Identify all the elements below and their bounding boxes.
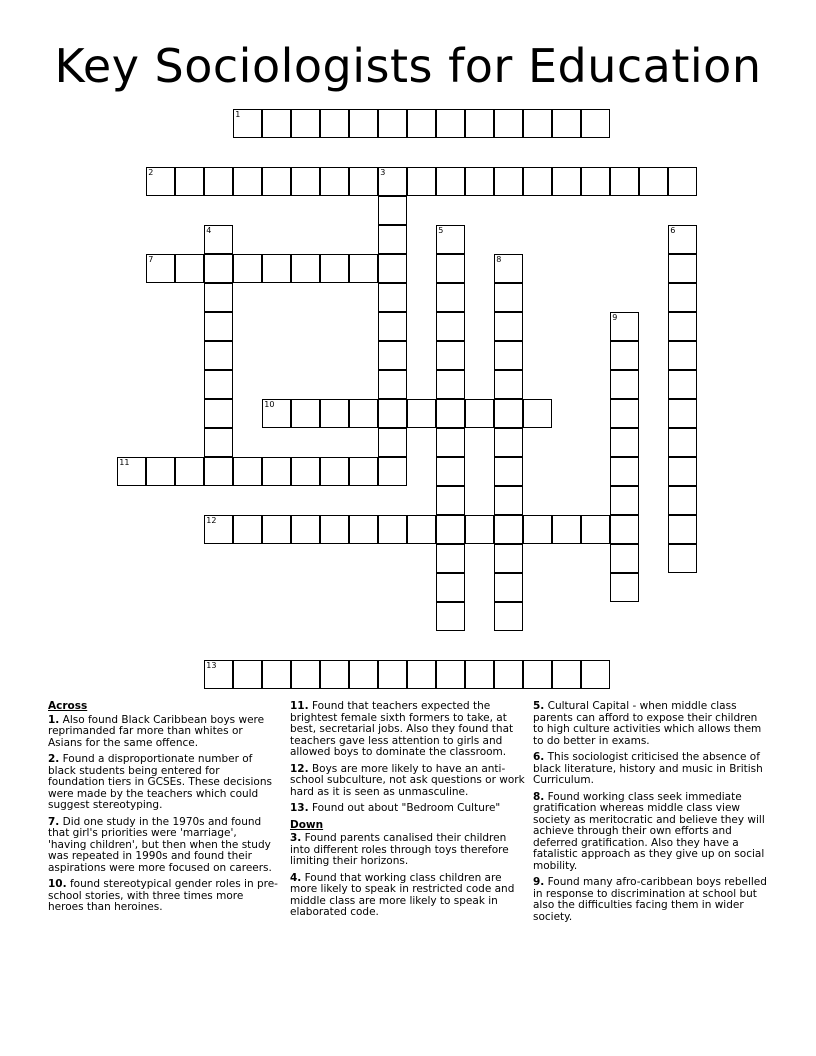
grid-cell[interactable] [233,254,262,283]
grid-cell[interactable] [262,399,291,428]
grid-cell[interactable] [291,399,320,428]
grid-cell[interactable] [146,254,175,283]
clue-item [48,754,278,812]
grid-cell[interactable] [378,428,407,457]
grid-cell[interactable] [494,399,523,428]
grid-cell[interactable] [668,457,697,486]
clue-item-text: found stereotypical gender roles in pre-school stories, with three times more heroes than heroines. [48,878,278,913]
clue-number: 6 [670,226,676,236]
clue-item-text: Found that working class children are more likely to speak in restricted code and middle class are more likely to speak in elaborated code. [290,871,515,918]
grid-cell[interactable] [378,660,407,689]
clue-item [48,879,278,914]
grid-cell[interactable] [436,486,465,515]
grid-cell[interactable] [378,167,407,196]
grid-cell[interactable] [610,341,639,370]
clue-number: 7 [148,255,154,265]
grid-cell[interactable] [378,370,407,399]
grid-cell[interactable] [494,457,523,486]
clue-item-text: Found many afro-caribbean boys rebelled in response to discrimination at school but also the difficulties facing them in wider society. [533,876,767,923]
grid-cell[interactable] [378,399,407,428]
grid-cell[interactable] [494,602,523,631]
grid-cell[interactable] [610,457,639,486]
grid-cell[interactable] [204,515,233,544]
grid-cell[interactable] [262,457,291,486]
grid-cell[interactable] [494,515,523,544]
clue-item-number: 11. [290,700,309,712]
grid-cell[interactable] [378,457,407,486]
grid-cell[interactable] [610,312,639,341]
clue-item-text: Found out about "Bedroom Culture" [311,802,501,814]
grid-cell[interactable] [320,109,349,138]
grid-cell[interactable] [436,602,465,631]
clue-column-1 [48,701,278,919]
grid-cell[interactable] [117,457,146,486]
grid-cell[interactable] [523,660,552,689]
grid-cell[interactable] [436,167,465,196]
grid-cell[interactable] [175,254,204,283]
grid-cell[interactable] [436,660,465,689]
grid-cell[interactable] [465,399,494,428]
grid-cell[interactable] [436,254,465,283]
clue-item-number: 6. [533,751,545,763]
grid-cell[interactable] [233,457,262,486]
grid-cell[interactable] [610,399,639,428]
grid-cell[interactable] [668,486,697,515]
clue-number: 9 [612,313,618,323]
grid-cell[interactable] [668,254,697,283]
clue-item [290,764,526,799]
clue-number: 12 [206,516,217,526]
grid-cell[interactable] [465,515,494,544]
clue-item [533,701,767,747]
grid-cell[interactable] [494,283,523,312]
clue-item-text: Found working class seek immediate gratification whereas middle class view society as meritocratic and believe they will achieve through their own efforts and deferred gratification. Also they have a fatalistic approach as they give up on social mobility. [533,790,765,872]
grid-cell[interactable] [581,515,610,544]
grid-cell[interactable] [523,109,552,138]
clue-column-3 [533,701,767,928]
grid-cell[interactable] [407,167,436,196]
clue-item-number: 1. [48,713,60,726]
grid-cell[interactable] [233,515,262,544]
grid-cell[interactable] [436,515,465,544]
clue-number: 11 [119,458,130,468]
clue-item-text: Did one study in the 1970s and found that girl's priorities were 'marriage', 'having children', but then when the study was repeated in 1990s and found their aspirations were more focused on careers. [48,815,272,874]
grid-cell[interactable] [204,312,233,341]
grid-cell[interactable] [349,457,378,486]
grid-cell[interactable] [668,167,697,196]
grid-cell[interactable] [436,225,465,254]
grid-cell[interactable] [291,167,320,196]
grid-cell[interactable] [175,167,204,196]
clue-item [290,873,526,919]
clue-item-number: 2. [48,753,60,765]
grid-cell[interactable] [349,660,378,689]
grid-cell[interactable] [494,341,523,370]
grid-cell[interactable] [436,428,465,457]
grid-cell[interactable] [494,573,523,602]
grid-cell[interactable] [349,254,378,283]
grid-cell[interactable] [610,544,639,573]
grid-cell[interactable] [494,312,523,341]
clue-list-col1 [48,715,278,914]
grid-cell[interactable] [291,457,320,486]
grid-cell[interactable] [291,515,320,544]
grid-cell[interactable] [436,370,465,399]
grid-cell[interactable] [668,225,697,254]
grid-cell[interactable] [204,254,233,283]
grid-cell[interactable] [262,515,291,544]
grid-cell[interactable] [262,254,291,283]
grid-cell[interactable] [581,109,610,138]
grid-cell[interactable] [668,428,697,457]
grid-cell[interactable] [204,428,233,457]
grid-cell[interactable] [494,254,523,283]
grid-cell[interactable] [146,457,175,486]
grid-cell[interactable] [668,312,697,341]
grid-cell[interactable] [349,109,378,138]
grid-cell[interactable] [552,660,581,689]
clue-item-number: 8. [533,790,545,803]
clue-item-number: 4. [290,871,302,884]
clue-item-number: 13. [290,802,309,814]
grid-cell[interactable] [378,109,407,138]
down-heading: Down [290,818,324,831]
grid-cell[interactable] [494,428,523,457]
clue-list-col3 [533,701,767,923]
grid-cell[interactable] [204,399,233,428]
clue-item-number: 3. [290,832,302,844]
grid-cell[interactable] [494,167,523,196]
clue-item-number: 12. [290,762,309,775]
grid-cell[interactable] [378,225,407,254]
clue-item-number: 7. [48,815,60,828]
grid-cell[interactable] [436,341,465,370]
grid-cell[interactable] [552,167,581,196]
grid-cell[interactable] [204,457,233,486]
grid-cell[interactable] [523,515,552,544]
clue-number: 4 [206,226,212,236]
clue-number: 13 [206,661,217,671]
grid-cell[interactable] [610,573,639,602]
grid-cell[interactable] [349,167,378,196]
grid-cell[interactable] [320,515,349,544]
clue-item-text: This sociologist criticised the absence of black literature, history and music in British Curriculum. [533,751,763,786]
across-heading: Across [48,700,88,712]
clue-item [533,877,767,923]
grid-cell[interactable] [320,167,349,196]
grid-cell[interactable] [465,660,494,689]
grid-cell[interactable] [291,254,320,283]
grid-cell[interactable] [262,660,291,689]
grid-cell[interactable] [668,370,697,399]
grid-cell[interactable] [378,515,407,544]
clue-number: 5 [438,226,444,236]
grid-cell[interactable] [262,109,291,138]
grid-cell[interactable] [204,225,233,254]
grid-cell[interactable] [668,341,697,370]
grid-cell[interactable] [552,109,581,138]
grid-cell[interactable] [349,399,378,428]
grid-cell[interactable] [378,254,407,283]
grid-cell[interactable] [668,399,697,428]
grid-cell[interactable] [494,486,523,515]
grid-cell[interactable] [262,167,291,196]
grid-cell[interactable] [610,370,639,399]
grid-cell[interactable] [494,109,523,138]
grid-cell[interactable] [494,370,523,399]
clue-item-text: Cultural Capital - when middle class parents can afford to expose their children to high culture activities which allows them to do better in exams. [533,700,762,747]
grid-cell[interactable] [610,515,639,544]
grid-cell[interactable] [204,283,233,312]
grid-cell[interactable] [233,109,262,138]
grid-cell[interactable] [291,109,320,138]
grid-cell[interactable] [610,486,639,515]
grid-cell[interactable] [610,167,639,196]
clue-item-number: 10. [48,878,67,890]
grid-cell[interactable] [407,660,436,689]
grid-cell[interactable] [494,544,523,573]
clue-item [533,792,767,873]
clue-item-text: Found parents canalised their children into different roles through toys therefore limiting their horizons. [290,832,509,867]
grid-cell[interactable] [552,515,581,544]
grid-cell[interactable] [668,283,697,312]
grid-cell[interactable] [378,341,407,370]
grid-cell[interactable] [407,515,436,544]
clue-list-col2-across [290,701,526,815]
clue-item [533,752,767,787]
clue-item-number: 5. [533,700,545,712]
clue-item [290,833,526,868]
clue-item-text: Also found Black Caribbean boys were reprimanded far more than whites or Asians for the same offence. [48,713,265,749]
grid-cell[interactable] [494,660,523,689]
grid-cell[interactable] [436,544,465,573]
grid-cell[interactable] [233,660,262,689]
grid-cell[interactable] [320,399,349,428]
grid-cell[interactable] [581,660,610,689]
grid-cell[interactable] [436,283,465,312]
grid-cell[interactable] [639,167,668,196]
grid-cell[interactable] [407,399,436,428]
grid-cell[interactable] [436,457,465,486]
grid-cell[interactable] [610,428,639,457]
grid-cell[interactable] [320,457,349,486]
grid-cell[interactable] [668,544,697,573]
grid-cell[interactable] [204,660,233,689]
clue-item-text: Found that teachers expected the brightest female sixth formers to take, at best, secretarial jobs. Also they found that teachers gave less attention to girls and allowed boys to dominate the classroom. [290,700,514,758]
grid-cell[interactable] [146,167,175,196]
grid-cell[interactable] [436,573,465,602]
grid-cell[interactable] [407,109,436,138]
clue-item-number: 9. [533,876,545,888]
grid-cell[interactable] [523,399,552,428]
grid-cell[interactable] [436,399,465,428]
clue-item-text: Boys are more likely to have an anti-school subculture, not ask questions or work hard as it is seen as unmasculine. [290,762,525,798]
grid-cell[interactable] [204,167,233,196]
clue-item [290,803,526,815]
grid-cell[interactable] [523,167,552,196]
grid-cell[interactable] [204,341,233,370]
grid-cell[interactable] [378,196,407,225]
clue-list-col2-down [290,833,526,919]
grid-cell[interactable] [291,660,320,689]
grid-cell[interactable] [320,254,349,283]
grid-cell[interactable] [233,167,262,196]
grid-cell[interactable] [465,167,494,196]
grid-cell[interactable] [204,370,233,399]
grid-cell[interactable] [378,312,407,341]
clue-item-text: Found a disproportionate number of black students being entered for foundation tiers in GCSEs. These decisions were made by the teachers which could suggest stereotyping. [48,753,272,811]
grid-cell[interactable] [465,109,494,138]
page-title: Key Sociologists for Education [54,39,762,93]
clue-item [48,817,278,875]
grid-cell[interactable] [175,457,204,486]
clue-item [290,701,526,759]
grid-cell[interactable] [320,660,349,689]
grid-cell[interactable] [581,167,610,196]
grid-cell[interactable] [378,283,407,312]
clue-column-2 [290,701,526,924]
clue-number: 10 [264,400,275,410]
grid-cell[interactable] [436,312,465,341]
grid-cell[interactable] [436,109,465,138]
grid-cell[interactable] [668,515,697,544]
clue-number: 8 [496,255,502,265]
clue-number: 3 [380,168,386,178]
grid-cell[interactable] [349,515,378,544]
clue-number: 1 [235,110,241,120]
clue-number: 2 [148,168,154,178]
clue-item [48,715,278,750]
